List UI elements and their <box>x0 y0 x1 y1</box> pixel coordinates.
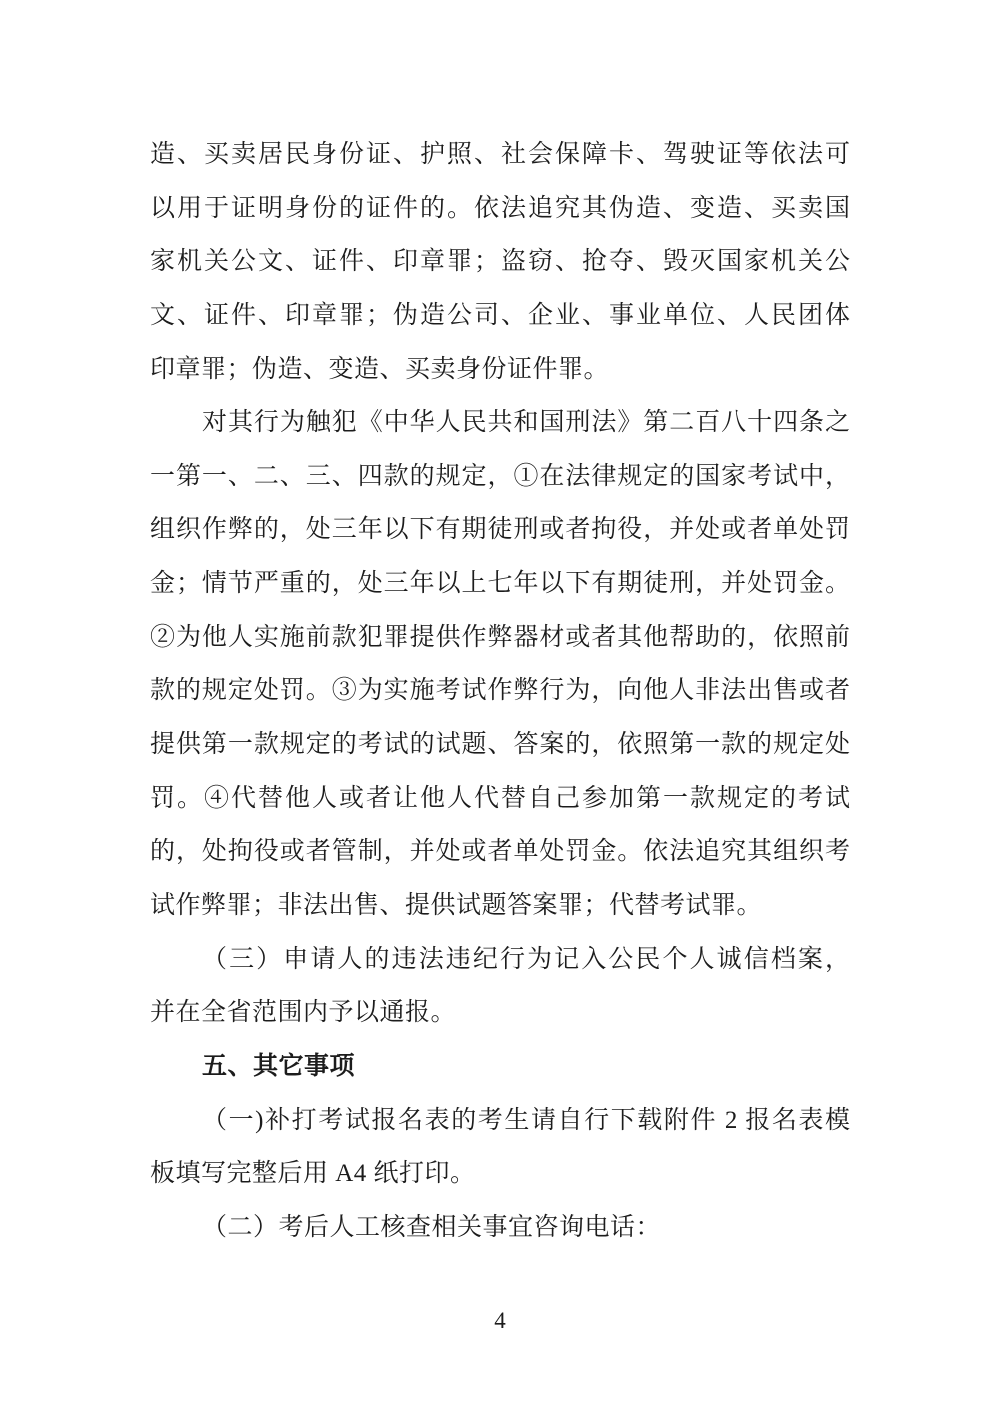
page-number: 4 <box>494 1308 506 1333</box>
document-line: 试作弊罪；非法出售、提供试题答案罪；代替考试罪。 <box>150 891 763 919</box>
document-line: 以用于证明身份的证件的。依法追究其伪造、变造、买卖国 <box>150 194 850 222</box>
document-line: 印章罪；伪造、变造、买卖身份证件罪。 <box>150 355 610 383</box>
document-line: 款的规定处罚。③为实施考试作弊行为，向他人非法出售或者 <box>150 677 850 705</box>
document-line: 组织作弊的，处三年以下有期徒刑或者拘役，并处或者单处罚 <box>150 516 850 544</box>
document-line: 金；情节严重的，处三年以上七年以下有期徒刑，并处罚金。 <box>150 570 850 598</box>
document-line: 一第一、二、三、四款的规定，①在法律规定的国家考试中， <box>150 462 850 490</box>
document-line: 的，处拘役或者管制，并处或者单处罚金。依法追究其组织考 <box>150 838 850 866</box>
document-line: 五、其它事项 <box>202 1052 356 1080</box>
document-line: （二）考后人工核查相关事宜咨询电话： <box>202 1213 662 1241</box>
document-line: 对其行为触犯《中华人民共和国刑法》第二百八十四条之 <box>202 409 850 437</box>
document-line: 家机关公文、证件、印章罪；盗窃、抢夺、毁灭国家机关公 <box>150 248 850 276</box>
document-line: （三）申请人的违法违纪行为记入公民个人诚信档案， <box>202 945 850 973</box>
document-line: 罚。④代替他人或者让他人代替自己参加第一款规定的考试 <box>150 784 850 812</box>
document-body <box>150 128 850 1254</box>
document-line: 板填写完整后用 A4 纸打印。 <box>150 1160 476 1188</box>
document-line: 提供第一款规定的考试的试题、答案的，依照第一款的规定处 <box>150 731 850 759</box>
document-line: （一)补打考试报名表的考生请自行下载附件 2 报名表模 <box>202 1106 850 1134</box>
document-line: 并在全省范围内予以通报。 <box>150 999 457 1027</box>
document-line: ②为他人实施前款犯罪提供作弊器材或者其他帮助的，依照前 <box>150 623 850 651</box>
document-line: 造、买卖居民身份证、护照、社会保障卡、驾驶证等依法可 <box>150 141 850 168</box>
document-line: 文、证件、印章罪；伪造公司、企业、事业单位、人民团体 <box>150 301 850 329</box>
